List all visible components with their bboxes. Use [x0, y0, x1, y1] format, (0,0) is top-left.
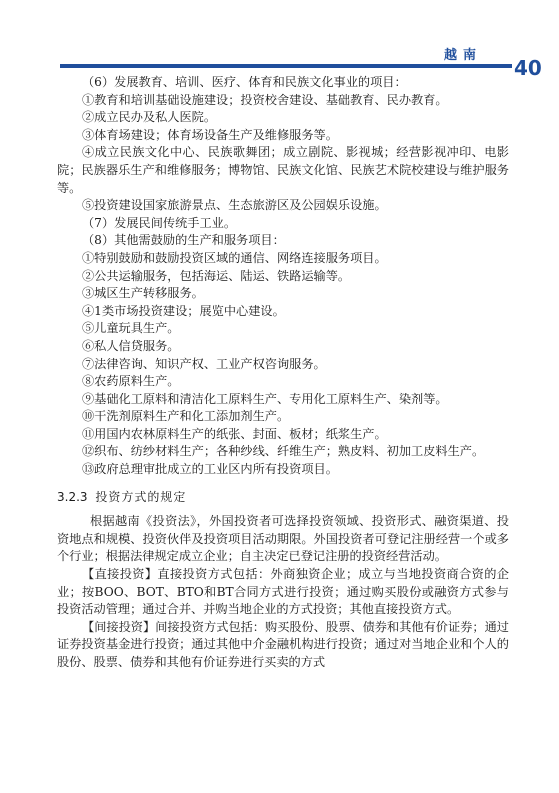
list-item: ②成立民办及私人医院。	[82, 110, 217, 125]
list-item: ③城区生产转移服务。	[82, 286, 204, 301]
block-heading: （6）发展教育、培训、医疗、体育和民族文化事业的项目：	[82, 75, 407, 89]
list-item: ⑤儿童玩具生产。	[82, 321, 180, 336]
list-item: ⑬政府总理审批成立的工业区内所有投资项目。	[82, 462, 338, 477]
section-number: 3.2.3	[57, 489, 88, 504]
list-item: ④成立民族文化中心、民族歌舞团；成立剧院、影视城；经营影视冲印、电影院；民族器乐生产和维修服务；博物馆、民族文化馆、民族艺术院校建设与维护服务等。	[57, 145, 509, 195]
section-heading	[57, 489, 509, 507]
block-heading: （7）发展民间传统手工业。	[82, 215, 237, 230]
list-item: ⑤投资建设国家旅游景点、生态旅游区及公园娱乐设施。	[82, 198, 387, 213]
section-title: 投资方式的规定	[95, 489, 187, 504]
body-paragraph: 【直接投资】直接投资方式包括：外商独资企业；成立与当地投资商合资的企业；按BOO、BOT、BTO和BT合同方式进行投资；通过购买股份或融资方式参与投资活动管理；通过合并、并购当地企业的方式投资；其他直接投资方式。	[57, 567, 509, 617]
list-item: ①教育和培训基础设施建设；投资校舍建设、基础教育、民办教育。	[82, 92, 448, 107]
page-number: 40	[514, 56, 542, 80]
list-item: ④1类市场投资建设；展览中心建设。	[82, 303, 285, 318]
page-body	[57, 74, 509, 672]
list-item: ⑫织布、纺纱材料生产；各种纱线、纤维生产；熟皮料、初加工皮料生产。	[82, 444, 485, 459]
body-paragraph: 根据越南《投资法》，外国投资者可选择投资领域、投资形式、融资渠道、投资地点和规模、投资伙伴及投资项目活动期限。外国投资者可登记注册经营一个或多个行业；根据法律规定成立企业；自主决定已登记注册的投资经营活动。	[57, 514, 509, 564]
body-paragraph: 【间接投资】间接投资方式包括：购买股份、股票、债券和其他有价证券；通过证券投资基金进行投资；通过其他中介金融机构进行投资；通过对当地企业和个人的股份、股票、债券和其他有价证券进行买卖的方式	[57, 619, 509, 669]
list-item: ⑥私人信贷服务。	[82, 338, 180, 353]
list-item: ⑨基础化工原料和清洁化工原料生产、专用化工原料生产、染剂等。	[82, 391, 448, 406]
block-heading: （8）其他需鼓励的生产和服务项目：	[82, 233, 285, 248]
list-item: ①特别鼓励和鼓励投资区域的通信、网络连接服务项目。	[82, 250, 387, 265]
list-item: ⑩干洗剂原料生产和化工添加剂生产。	[82, 409, 290, 424]
list-item: ⑧农药原料生产。	[82, 374, 180, 389]
list-item: ⑪用国内农林原料生产的纸张、封面、板材；纸浆生产。	[82, 426, 387, 441]
header-rule	[60, 64, 512, 68]
list-item: ⑦法律咨询、知识产权、工业产权咨询服务。	[82, 356, 326, 371]
list-item: ③体育场建设；体育场设备生产及维修服务等。	[82, 127, 338, 142]
header-country: 越南	[444, 48, 483, 63]
list-item: ②公共运输服务，包括海运、陆运、铁路运输等。	[82, 268, 351, 283]
